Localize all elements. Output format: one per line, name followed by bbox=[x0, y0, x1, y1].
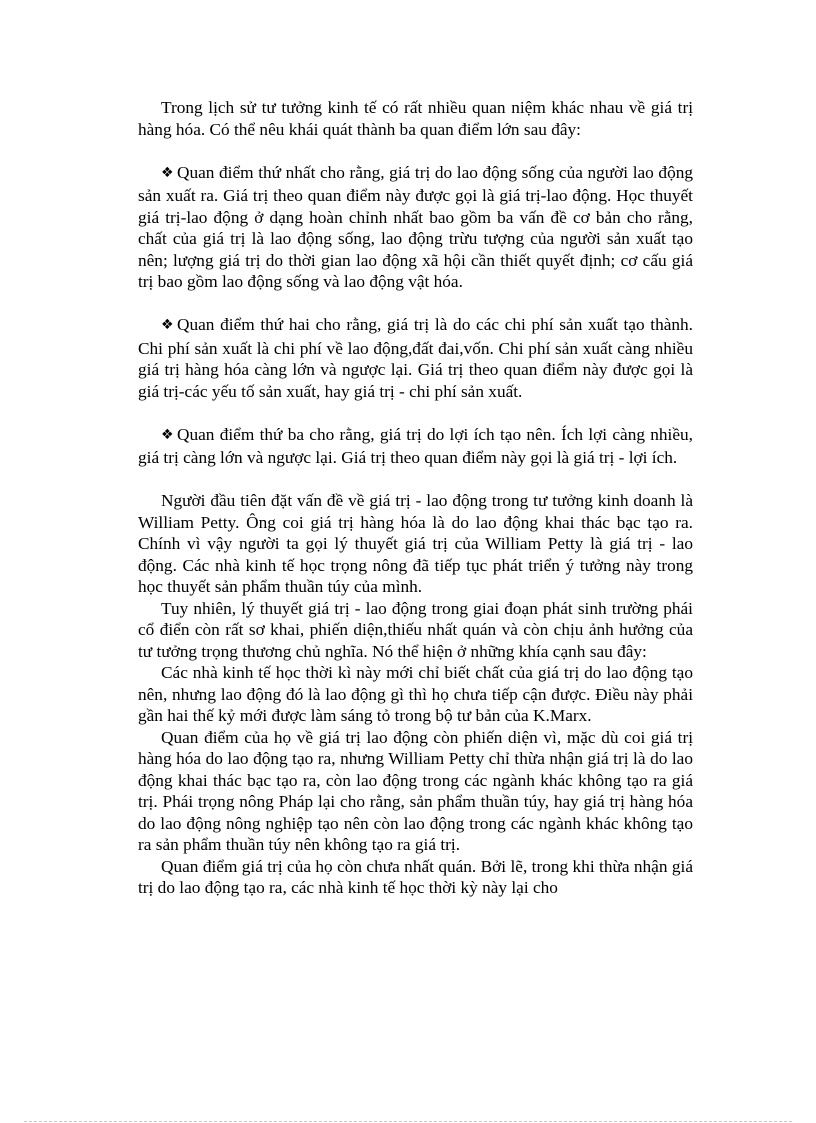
bullet-item-3 bbox=[138, 424, 693, 469]
bullet-item-1 bbox=[138, 162, 693, 293]
diamond-bullet-icon: ❖ bbox=[161, 426, 174, 443]
body-paragraph: Quan điểm của họ về giá trị lao động còn phiến diện vì, mặc dù coi giá trị hàng hóa do lao động tạo ra, nhưng William Petty chỉ thừa nhận giá trị là do lao động khai thác bạc tạo ra, còn lao động trong các ngành khác không tạo ra giá trị. Phái trọng nông Pháp lại cho rằng, sản phẩm thuần túy, hay giá trị hàng hóa do lao động nông nghiệp tạo nên còn lao động trong các ngành khác không tạo ra sản phẩm thuần túy nên không tạo ra giá trị. bbox=[138, 727, 693, 854]
body-paragraph: Người đầu tiên đặt vấn đề về giá trị - lao động trong tư tưởng kinh doanh là William Petty. Ông coi giá trị hàng hóa là do lao động khai thác bạc tạo ra. Chính vì vậy người ta gọi lý thuyết giá trị của William Petty là giá trị - lao động. Các nhà kinh tế học trọng nông đã tiếp tục phát triển ý tưởng này trong học thuyết sản phẩm thuần túy của mình. bbox=[138, 491, 693, 596]
body-paragraph: Quan điểm giá trị của họ còn chưa nhất quán. Bởi lẽ, trong khi thừa nhận giá trị do lao động tạo ra, các nhà kinh tế học thời kỳ này lại cho bbox=[138, 856, 693, 897]
bullet-item-2 bbox=[138, 314, 693, 402]
intro-paragraph: Trong lịch sử tư tưởng kinh tế có rất nhiều quan niệm khác nhau về giá trị hàng hóa. Có thể nêu khái quát thành ba quan điểm lớn sau đây: bbox=[138, 98, 693, 139]
document-page bbox=[138, 97, 693, 899]
diamond-bullet-icon: ❖ bbox=[161, 317, 174, 333]
bullet-text: Quan điểm thứ ba cho rằng, giá trị do lợi ích tạo nên. Ích lợi càng nhiều, giá trị càng lớn và ngược lại. Giá trị theo quan điểm này gọi là giá trị - lợi ích. bbox=[138, 424, 693, 467]
spacer bbox=[138, 140, 693, 162]
body-paragraph: Các nhà kinh tế học thời kì này mới chỉ biết chất của giá trị do lao động tạo nên, nhưng lao động đó là lao động gì thì họ chưa tiếp cận được. Điều này phải gần hai thế kỷ mới được làm sáng tỏ trong bộ tư bản của K.Marx. bbox=[138, 663, 693, 725]
bullet-text: Quan điểm thứ hai cho rằng, giá trị là do các chi phí sản xuất tạo thành. Chi phí sản xuất là chi phí về lao động,đất đai,vốn. Chi phí sản xuất càng nhiều giá trị hàng hóa càng lớn và ngược lại. Giá trị theo quan điểm này được gọi là giá trị-các yếu tố sản xuất, hay giá trị - chi phí sản xuất. bbox=[138, 315, 693, 401]
body-paragraph: Tuy nhiên, lý thuyết giá trị - lao động trong giai đoạn phát sinh trường phái cổ điển còn rất sơ khai, phiến diện,thiếu nhất quán và còn chịu ảnh hưởng của tư tưởng trọng thương chủ nghĩa. Nó thể hiện ở những khía cạnh sau đây: bbox=[138, 598, 693, 661]
spacer bbox=[138, 469, 693, 491]
diamond-bullet-icon: ❖ bbox=[161, 164, 174, 181]
bullet-text: Quan điểm thứ nhất cho rằng, giá trị do lao động sống của người lao động sản xuất ra. Giá trị theo quan điểm này được gọi là giá trị-lao động. Học thuyết giá trị-lao động ở dạng hoàn chỉnh nhất bao gồm ba vấn đề cơ bản cho rằng, chất của giá trị là lao động sống, lao động trừu tượng của người sản xuất tạo nên; lượng giá trị do thời gian lao động xã hội cần thiết quyết định; cơ cấu giá trị bao gồm lao động sống và lao động vật hóa. bbox=[138, 162, 693, 291]
page-bottom-divider bbox=[24, 1121, 792, 1122]
spacer bbox=[138, 293, 693, 315]
spacer bbox=[138, 402, 693, 424]
